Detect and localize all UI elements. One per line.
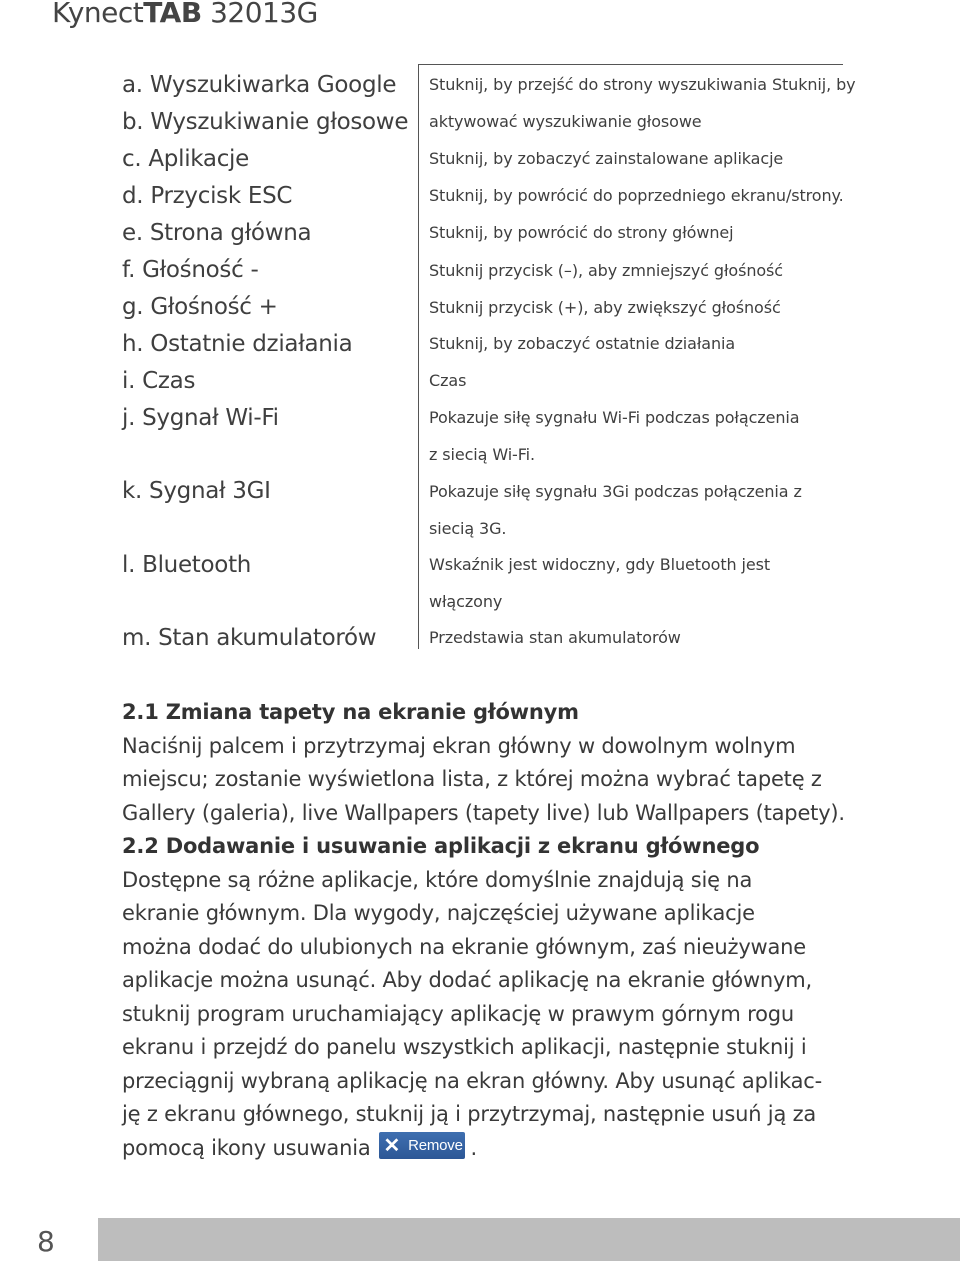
row-desc-k-line2: siecią 3G. — [429, 519, 507, 538]
row-label-a: a. Wyszukiwarka Google — [122, 72, 397, 98]
row-label-g: g. Głośność + — [122, 294, 278, 320]
section-2-1-line: Gallery (galeria), live Wallpapers (tapety live) lub Wallpapers (tapety). — [122, 800, 845, 825]
row-desc-d: Stuknij, by powrócić do poprzedniego ekranu/strony. — [429, 186, 844, 205]
row-label-h: h. Ostatnie działania — [122, 331, 353, 357]
header-title-prefix: Kynect — [52, 0, 144, 29]
last-line-prefix: pomocą ikony usuwania — [122, 1135, 371, 1160]
row-label-e: e. Strona główna — [122, 220, 312, 246]
row-desc-i: Czas — [429, 371, 467, 390]
row-desc-j-line2: z siecią Wi-Fi. — [429, 445, 536, 464]
row-label-f: f. Głośność - — [122, 257, 259, 283]
section-2-2-line: Dostępne są różne aplikacje, które domyślnie znajdują się na — [122, 867, 753, 892]
row-desc-k-line1: Pokazuje siłę sygnału 3Gi podczas połączenia z — [429, 482, 802, 501]
remove-button-image — [379, 1132, 465, 1159]
row-desc-l-line2: włączony — [429, 592, 503, 611]
row-label-c: c. Aplikacje — [122, 146, 249, 172]
row-desc-j-line1: Pokazuje siłę sygnału Wi-Fi podczas połączenia — [429, 408, 800, 427]
section-2-2-heading: 2.2 Dodawanie i usuwanie aplikacji z ekranu głównego — [122, 834, 760, 858]
section-2-2-line: ję z ekranu głównego, stuknij ją i przytrzymaj, następnie usuń ją za — [122, 1102, 817, 1126]
footer-bar — [0, 1218, 960, 1261]
row-desc-c: Stuknij, by zobaczyć zainstalowane aplikacje — [429, 149, 784, 168]
row-label-j: j. Sygnał Wi-Fi — [122, 405, 279, 431]
section-2-1-line: Naciśnij palcem i przytrzymaj ekran główny w dowolnym wolnym — [122, 733, 796, 758]
row-desc-b: aktywować wyszukiwanie głosowe — [429, 112, 702, 131]
section-2-2-line: ekranu i przejdź do panelu wszystkich aplikacji, następnie stuknij i — [122, 1035, 807, 1059]
section-2-2-line: ekranie głównym. Dla wygody, najczęściej używane aplikacje — [122, 901, 755, 925]
row-desc-e: Stuknij, by powrócić do strony głównej — [429, 223, 734, 242]
header-title-suffix: 32013G — [201, 0, 318, 29]
row-label-i: i. Czas — [122, 368, 196, 394]
row-desc-h: Stuknij, by zobaczyć ostatnie działania — [429, 334, 736, 353]
section-2-1 — [122, 696, 845, 1165]
row-label-b: b. Wyszukiwanie głosowe — [122, 109, 409, 135]
table-descriptions-column — [418, 64, 856, 649]
close-icon: ✕ — [383, 1134, 401, 1157]
row-label-d: d. Przycisk ESC — [122, 183, 293, 209]
row-desc-l-line1: Wskaźnik jest widoczny, gdy Bluetooth jest — [429, 555, 771, 574]
section-2-2-line: stuknij program uruchamiający aplikację w prawym górnym rogu — [122, 1001, 794, 1026]
section-2-2-line: można dodać do ulubionych na ekranie głównym, zaś nieużywane — [122, 934, 807, 959]
section-2-2-last-line — [122, 1132, 842, 1166]
section-2-2-line: przeciągnij wybraną aplikację na ekran główny. Aby usunąć aplikac- — [122, 1068, 822, 1093]
row-label-k: k. Sygnał 3GI — [122, 478, 271, 504]
row-label-l: l. Bluetooth — [122, 552, 252, 578]
page-number: 8 — [37, 1225, 55, 1258]
section-2-1-heading: 2.1 Zmiana tapety na ekranie głównym — [122, 700, 579, 724]
row-desc-m: Przedstawia stan akumulatorów — [429, 628, 681, 647]
remove-button-label: Remove — [408, 1136, 463, 1154]
row-desc-f: Stuknij przycisk (–), aby zmniejszyć głośność — [429, 261, 783, 280]
header-title-bold: TAB — [143, 0, 202, 29]
last-line-suffix: . — [470, 1135, 477, 1160]
section-2-2-line: aplikacje można usunąć. Aby dodać aplikację na ekranie głównym, — [122, 968, 812, 992]
row-desc-g: Stuknij przycisk (+), aby zwiększyć głośność — [429, 298, 781, 317]
page-header-title — [52, 0, 318, 29]
section-2-1-line: miejscu; zostanie wyświetlona lista, z której można wybrać tapetę z — [122, 767, 822, 791]
row-label-m: m. Stan akumulatorów — [122, 625, 377, 651]
row-desc-a: Stuknij, by przejść do strony wyszukiwania Stuknij, by — [429, 75, 856, 94]
